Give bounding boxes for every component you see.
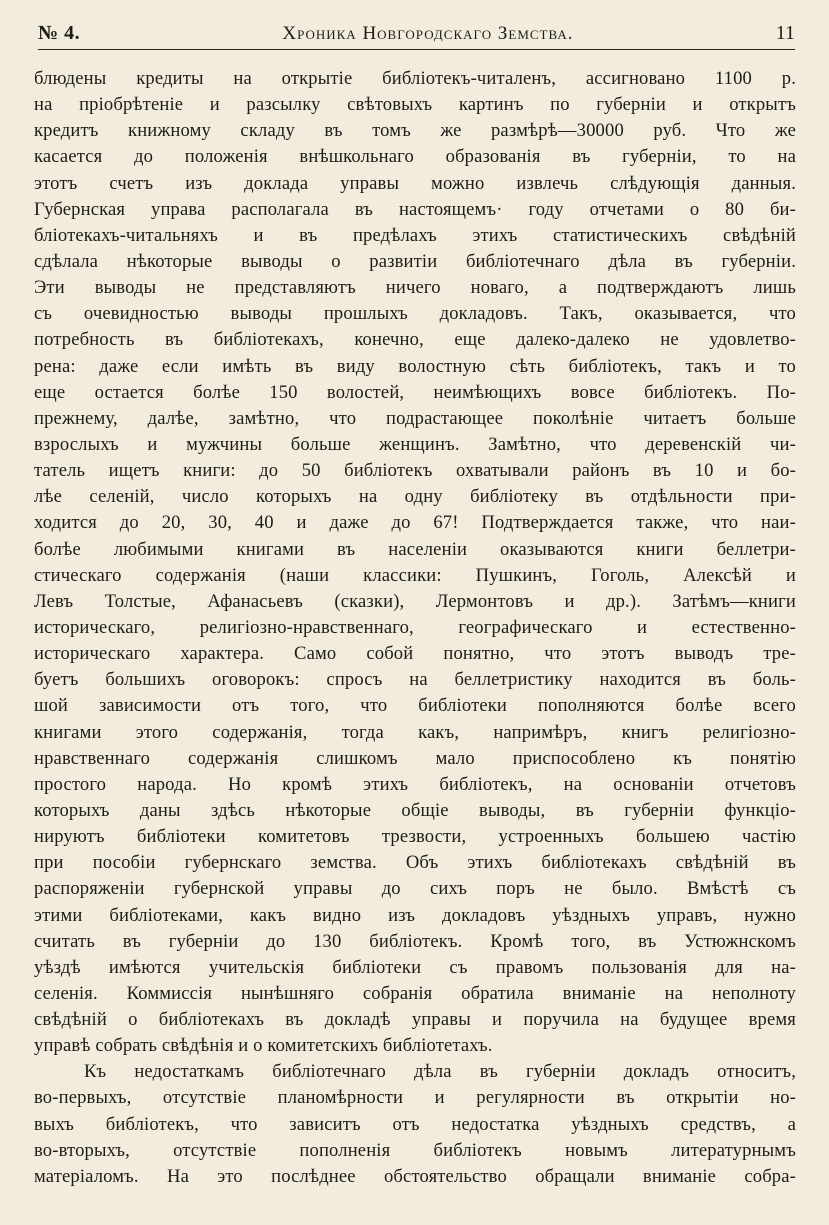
text-line: взрослыхъ и мужчины больше женщинъ. Замѣтно, что деревенскій чи- [34,433,796,455]
text-line: выхъ библіотекъ, что зависитъ отъ недостатка уѣздныхъ средствъ, а [34,1113,796,1135]
text-line: татель ищетъ книги: до 50 библіотекъ охватывали районъ въ 10 и бо- [34,460,796,482]
text-line: распоряженіи губернской управы до сихъ поръ не было. Вмѣстѣ съ [34,878,796,900]
body-text [34,66,796,1190]
text-line: матеріаломъ. На это послѣднее обстоятельство обращали вниманіе собра- [34,1165,796,1187]
text-line: нируютъ библіотеки комитетовъ трезвости, устроенныхъ большею частію [34,826,796,848]
text-line: которыхъ даны здѣсь нѣкоторые общіе выводы, въ губерніи функціо- [34,799,796,821]
text-line: историческаго характера. Само собой понятно, что этотъ выводъ тре- [34,643,796,665]
text-line: лѣе селеній, число которыхъ на одну библіотеку въ отдѣльности при- [34,486,796,508]
text-line: еще остается болѣе 150 волостей, неимѣющихъ вовсе библіотекъ. По- [34,381,796,403]
text-line: на пріобрѣтеніе и разсылку свѣтовыхъ картинъ по губерніи и открытъ [34,94,796,116]
text-line: ходится до 20, 30, 40 и даже до 67! Подтверждается также, что наи- [34,512,796,534]
text-line: шой зависимости отъ того, что библіотеки пополняются болѣе всего [34,695,796,717]
text-line: рена: даже если имѣть въ виду волостную сѣть библіотекъ, такъ и то [34,355,796,377]
text-line: простого народа. Но кромѣ этихъ библіотекъ, на основаніи отчетовъ [34,773,796,795]
text-line: при пособіи губернскаго земства. Объ этихъ библіотекахъ свѣдѣній въ [34,852,796,874]
text-line: прежнему, далѣе, замѣтно, что подрастающее поколѣніе читаетъ больше [34,407,796,429]
paragraph [34,66,796,1059]
text-line: свѣдѣній о библіотекахъ въ докладѣ управы и поручила на будущее время [34,1009,796,1031]
page-number: 11 [775,22,795,44]
journal-title: Хроника Новгородскаго Земства. [282,23,574,44]
text-line: селенія. Коммиссія нынѣшняго собранія обратила вниманіе на неполноту [34,982,796,1004]
text-line: блюдены кредиты на открытіе библіотекъ-читаленъ, ассигновано 1100 р. [34,68,796,89]
text-line: историческаго, религіозно-нравственнаго, географическаго и естественно- [34,616,796,638]
text-line: считать въ губерніи до 130 библіотекъ. Кромѣ того, въ Устюжнскомъ [34,930,796,952]
text-line: съ очевидностью выводы прошлыхъ докладовъ. Такъ, оказывается, что [34,303,796,325]
text-line: сдѣлала нѣкоторые выводы о развитіи библіотечнаго дѣла въ губерніи. [34,250,796,272]
text-line: Губернская управа располагала въ настоящемъ· году отчетами о 80 би- [34,198,796,220]
text-line: во-вторыхъ, отсутствіе пополненія библіотекъ новымъ литературнымъ [34,1139,796,1161]
text-line: Эти выводы не представляютъ ничего новаго, а подтверждаютъ лишь [34,277,796,299]
text-line: болѣе любимыми книгами въ населеніи оказываются книги беллетри- [34,538,796,560]
text-line: Къ недостаткамъ библіотечнаго дѣла въ губерніи докладъ относитъ, [84,1061,796,1083]
text-line: кредитъ книжному складу въ томъ же размѣрѣ—30000 руб. Что же [34,120,796,142]
text-line: уѣздѣ имѣются учительскія библіотеки съ правомъ пользованія для на- [34,956,796,978]
text-line: буетъ большихъ оговорокъ: спросъ на беллетристику находится въ боль- [34,669,796,691]
paragraph [34,1059,796,1190]
text-line: стическаго содержанія (наши классики: Пушкинъ, Гоголь, Алексѣй и [34,564,796,586]
text-line: бліотекахъ-читальняхъ и въ предѣлахъ этихъ статистическихъ свѣдѣній [34,224,796,246]
text-line: касается до положенія внѣшкольнаго образованія въ губерніи, то на [34,146,796,168]
text-line: этотъ счетъ изъ доклада управы можно извлечь слѣдующія данныя. [34,172,796,194]
text-line: Левъ Толстые, Афанасьевъ (сказки), Лермонтовъ и др.). Затѣмъ—книги [34,590,796,612]
text-line: во-первыхъ, отсутствіе планомѣрности и регулярности въ открытіи но- [34,1087,796,1109]
text-line: этими библіотеками, какъ видно изъ докладовъ уѣздныхъ управъ, нужно [34,904,796,926]
text-line: управѣ собрать свѣдѣнія и о комитетскихъ библіотетахъ. [34,1035,493,1057]
text-line: потребность въ библіотекахъ, конечно, еще далеко-далеко не удовлетво- [34,329,796,351]
issue-number: № 4. [38,22,81,44]
text-line: нравственнаго содержанія слишкомъ мало приспособлено къ понятію [34,747,796,769]
text-line: книгами этого содержанія, тогда какъ, напримѣръ, книгъ религіозно- [34,721,796,743]
page-header [38,18,795,50]
